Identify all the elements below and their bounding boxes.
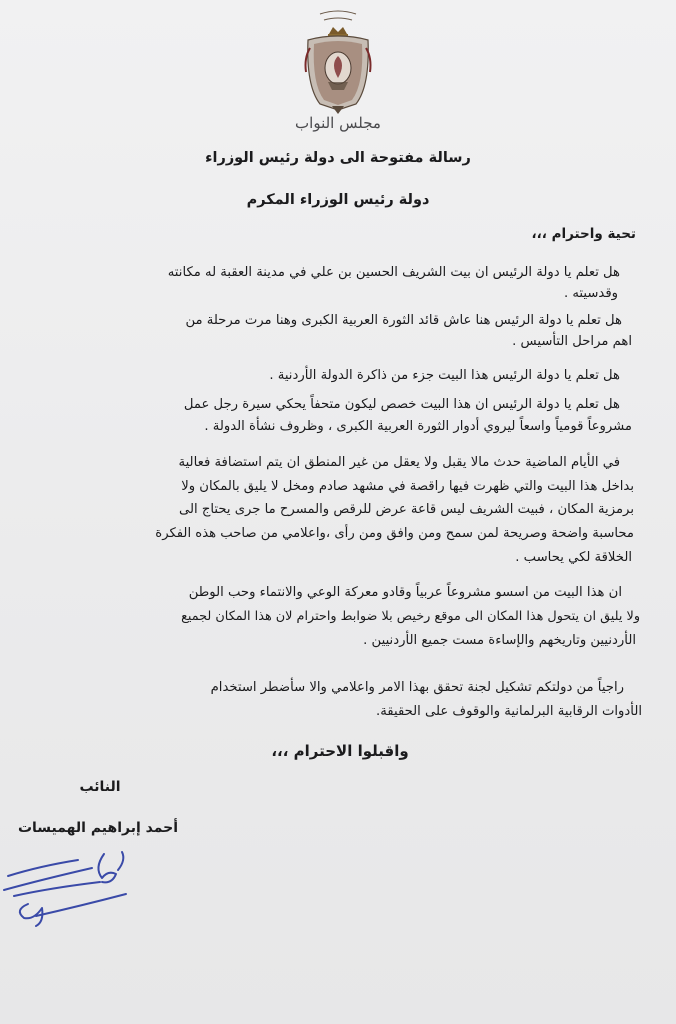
letter-line: ان هذا البيت من اسسو مشروعاً عربياً وقادو معركة الوعي والانتماء وحب الوطن [188, 585, 622, 600]
letter-line: هل تعلم يا دولة الرئيس هنا عاش قائد الثورة العربية الكبرى وهنا مرت مرحلة من [185, 313, 622, 328]
letter-greeting: تحية واحترام ،،، [531, 226, 636, 242]
letter-line: هل تعلم يا دولة الرئيس ان بيت الشريف الحسين بن علي في مدينة العقبة له مكانته [167, 265, 620, 280]
letter-subject: رسالة مفتوحة الى دولة رئيس الوزراء [205, 150, 471, 166]
signer-title: النائب [79, 779, 121, 795]
letter-line: محاسبة واضحة وصريحة لمن سمح ومن وافق ومن رأى ،واعلامي من صاحب هذه الفكرة [155, 526, 634, 541]
letter-line: بداخل هذا البيت والتي ظهرت فيها راقصة في مشهد صادم ومخل لا يليق بالمكان ولا [181, 479, 634, 494]
parliament-seal-label: مجلس النواب [295, 114, 381, 132]
letter-line: هل تعلم يا دولة الرئيس هذا البيت جزء من ذاكرة الدولة الأردنية . [269, 368, 620, 383]
letter-line: الخلاقة لكي يحاسب . [515, 550, 632, 565]
coat-of-arms-icon [298, 6, 378, 118]
letter-closing: واقبلوا الاحترام ،،، [271, 742, 409, 760]
letter-line: هل تعلم يا دولة الرئيس ان هذا البيت خصص ليكون متحفاً يحكي سيرة رجل عمل [183, 397, 620, 412]
letter-line: برمزية المكان ، فبيت الشريف ليس قاعة عرض للرقص والمسرح ما جرى يحتاج الى [178, 502, 634, 517]
letter-line: وقدسيته . [563, 286, 618, 301]
letter-line: راجياً من دولتكم تشكيل لجنة تحقق بهذا الامر واعلامي والا سأضطر استخدام [210, 680, 624, 695]
letter-addressee: دولة رئيس الوزراء المكرم [246, 192, 430, 208]
signer-name: أحمد إبراهيم الهميسات [17, 820, 179, 836]
letter-line: مشروعاً قومياً واسعاً ليروي أدوار الثورة العربية الكبرى ، وظروف نشأة الدولة . [204, 419, 632, 434]
letter-line: في الأيام الماضية حدث مالا يقبل ولا يعقل من غير المنطق ان يتم استضافة فعالية [178, 455, 620, 470]
letter-line: اهم مراحل التأسيس . [512, 334, 632, 349]
letter-line: الأدوات الرقابية البرلمانية والوقوف على الحقيقة. [376, 704, 642, 719]
letter-line: ولا يليق ان يتحول هذا المكان الى موقع رخيص بلا ضوابط واحترام لان هذا المكان لجميع [181, 609, 640, 624]
handwritten-signature-icon [0, 846, 150, 932]
letter-line: الأردنيين وتاريخهم والإساءة مست جميع الأردنيين . [363, 633, 636, 648]
